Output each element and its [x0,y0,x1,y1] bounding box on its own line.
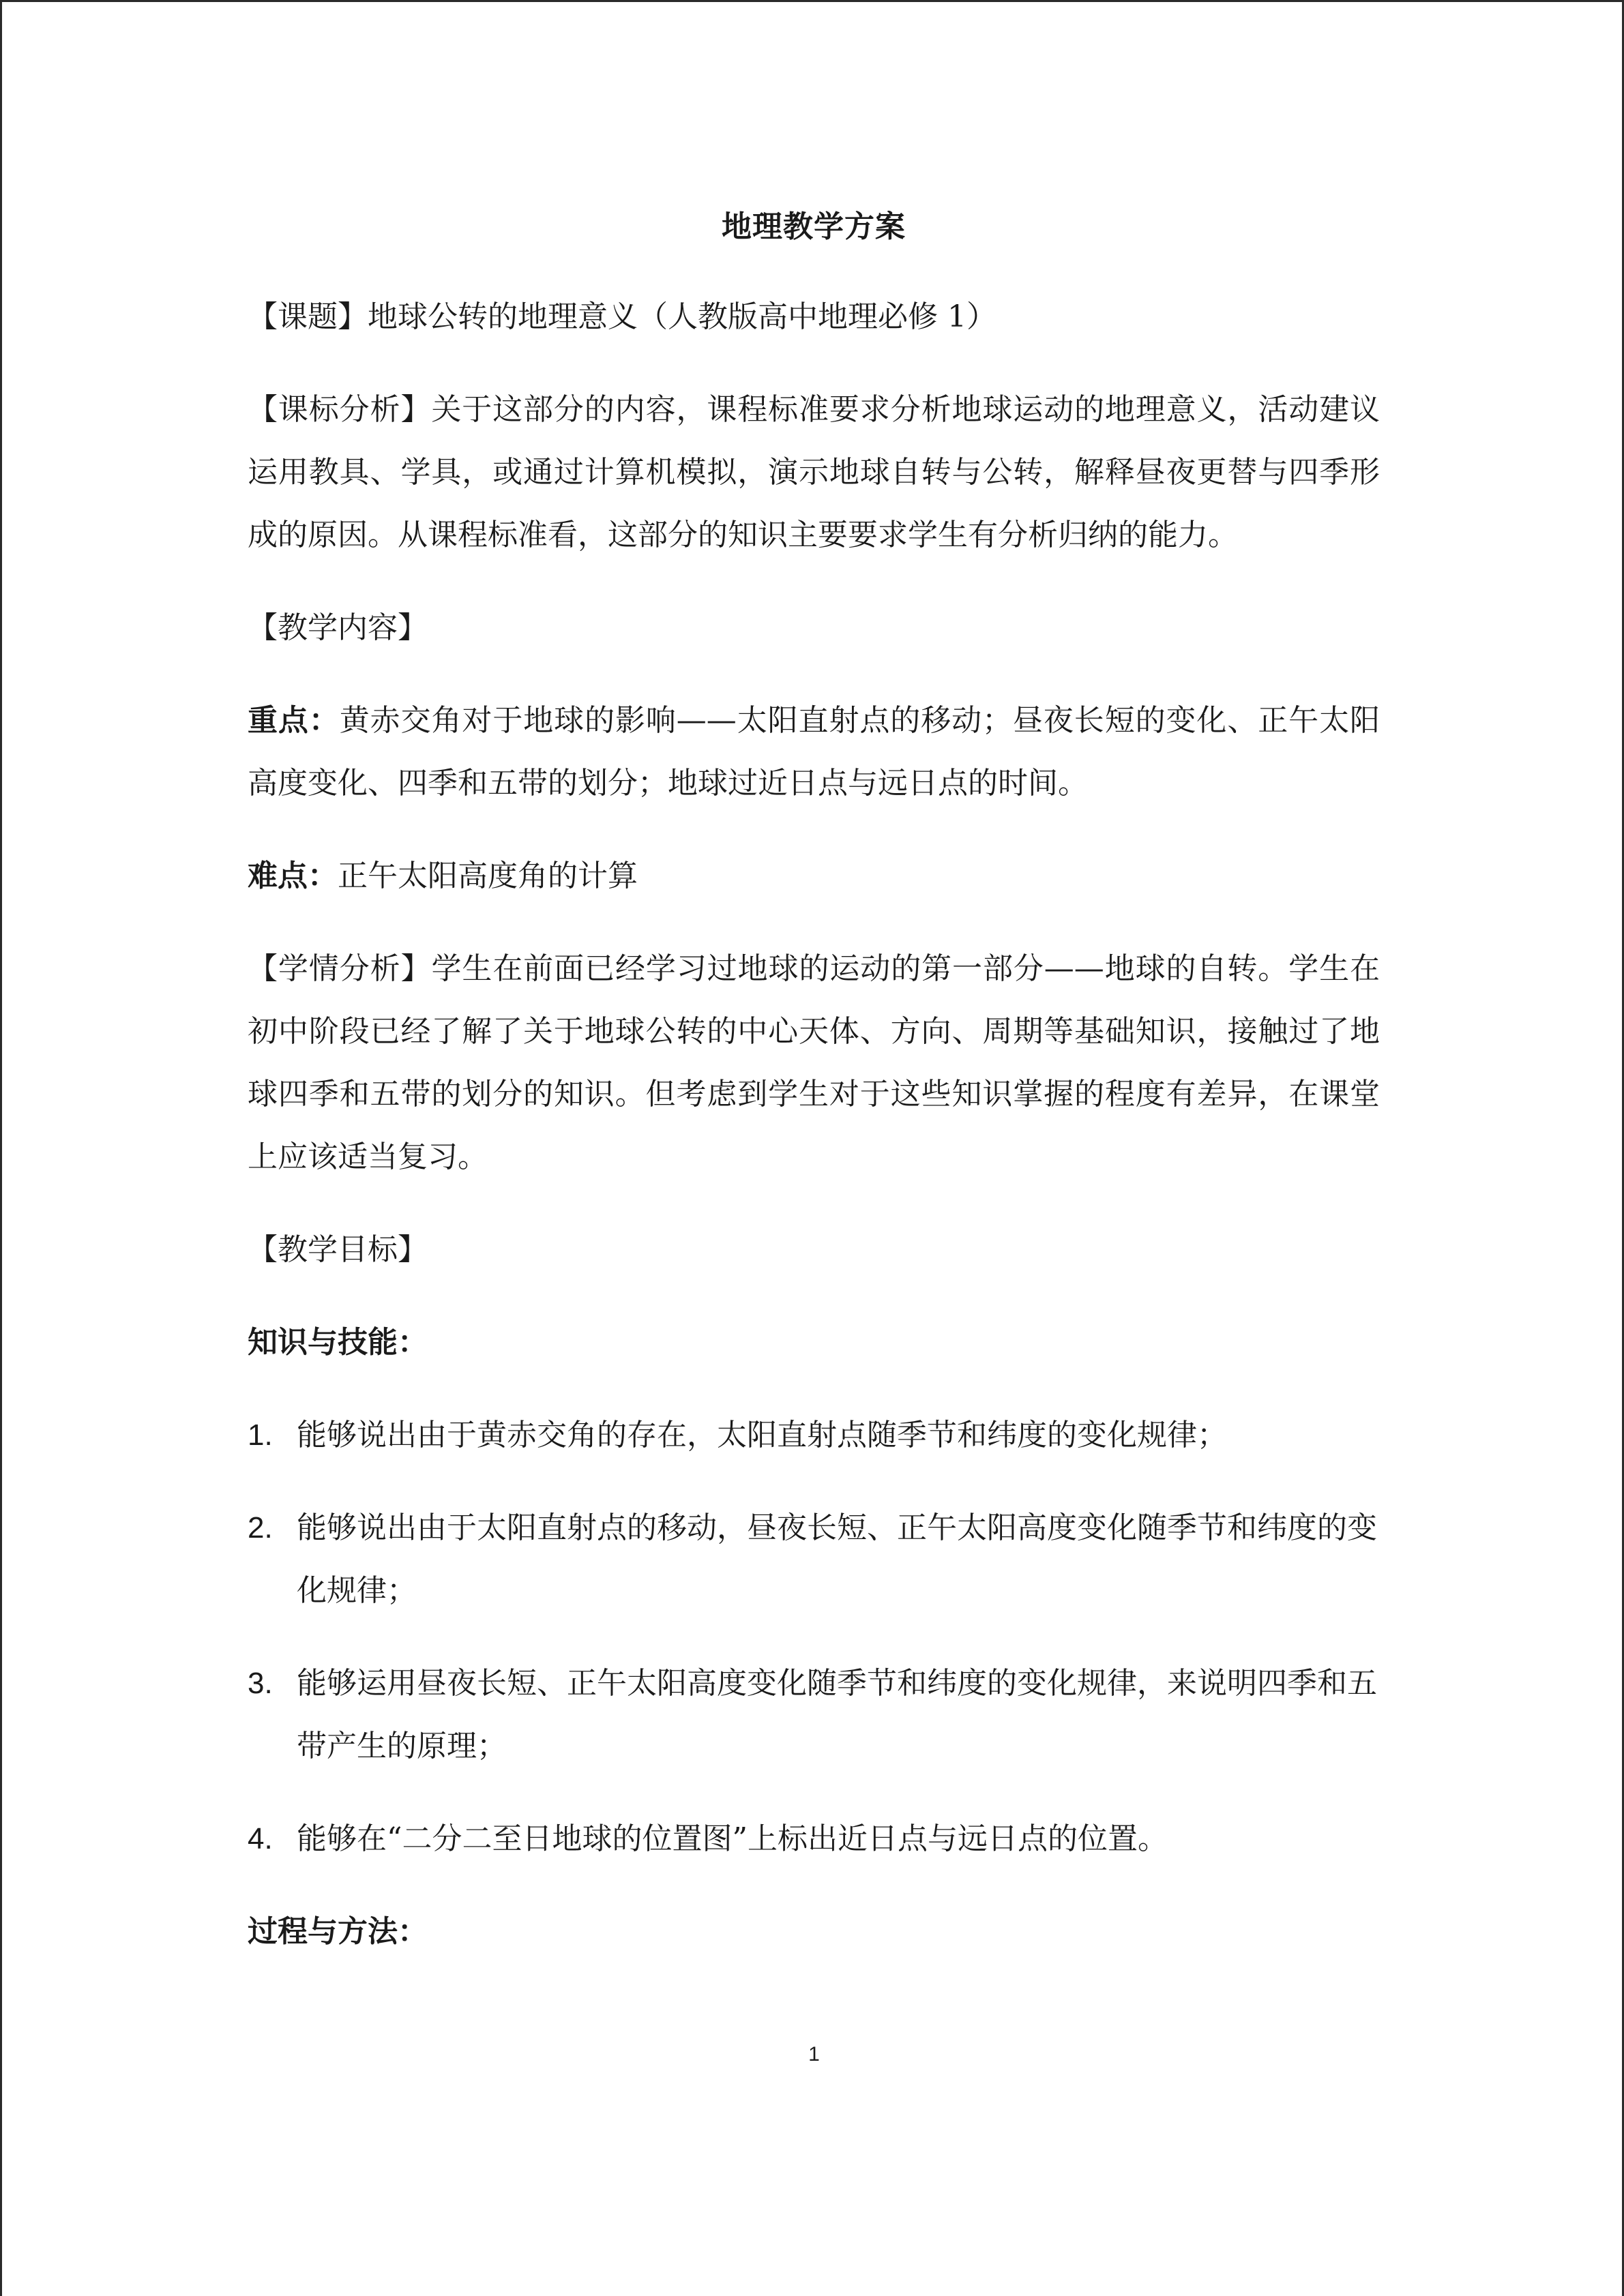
list-item [248,1808,1380,1870]
list-item [248,1497,1380,1622]
objectives-label: 【教学目标】 [248,1232,428,1267]
key-points-label: 重点： [248,703,340,738]
list-item-text: 能够运用昼夜长短、正午太阳高度变化随季节和纬度的变化规律，来说明四季和五带产生的原理； [297,1666,1377,1763]
list-item-number: 1. [248,1418,273,1452]
topic-label: 【课题】 [248,299,368,334]
page-number: 1 [808,2043,820,2066]
list-item-text: 能够说出由于黄赤交角的存在，太阳直射点随季节和纬度的变化规律； [297,1418,1227,1452]
topic-paragraph [248,286,1380,348]
student-analysis-label: 【学情分析】 [248,951,432,986]
topic-text: 地球公转的地理意义（人教版高中地理必修 1） [368,299,996,334]
difficulty-text: 正午太阳高度角的计算 [338,859,638,893]
standard-label: 【课标分析】 [248,392,432,427]
list-item [248,1652,1380,1778]
list-item-number: 4. [248,1822,273,1855]
list-item [248,1404,1380,1467]
list-item-number: 3. [248,1667,273,1700]
content-label: 【教学内容】 [248,610,428,645]
key-points-text: 黄赤交角对于地球的影响——太阳直射点的移动；昼夜长短的变化、正午太阳高度变化、四季和五带的划分；地球过近日点与远日点的时间。 [248,703,1381,801]
content-heading [248,597,1380,659]
document-title: 地理教学方案 [722,209,906,244]
list-item-text: 能够说出由于太阳直射点的移动，昼夜长短、正午太阳高度变化随季节和纬度的变化规律； [297,1510,1377,1608]
standard-paragraph [248,378,1380,567]
standard-text: 关于这部分的内容，课程标准要求分析地球运动的地理意义，活动建议运用教具、学具，或通过计算机模拟，演示地球自转与公转，解释昼夜更替与四季形成的原因。从课程标准看，这部分的知识主要要求学生有分析归纳的能力。 [248,392,1381,552]
student-analysis-text: 学生在前面已经学习过地球的运动的第一部分——地球的自转。学生在初中阶段已经了解了关于地球公转的中心天体、方向、周期等基础知识，接触过了地球四季和五带的划分的知识。但考虑到学生对于这些知识掌握的程度有差异，在课堂上应该适当复习。 [248,951,1381,1174]
key-points-paragraph [248,689,1380,815]
knowledge-heading: 知识与技能： [248,1325,428,1360]
objectives-heading [248,1219,1380,1281]
difficulty-label: 难点： [248,859,338,893]
list-item-text: 能够在“二分二至日地球的位置图”上标出近日点与远日点的位置。 [297,1821,1168,1856]
difficulty-paragraph [248,845,1380,908]
document-body [248,207,1380,1993]
student-analysis-paragraph [248,938,1380,1189]
process-heading: 过程与方法： [248,1914,428,1949]
list-item-number: 2. [248,1511,273,1545]
